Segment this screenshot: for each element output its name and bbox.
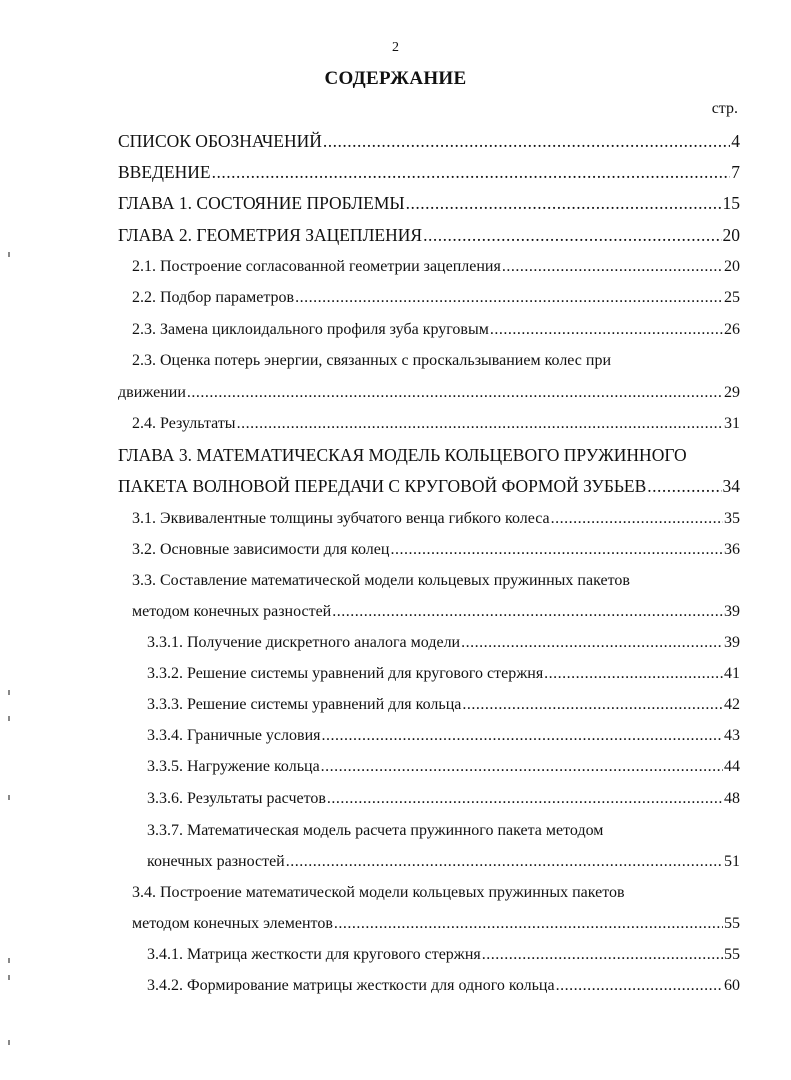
toc-entry-title: СПИСОК ОБОЗНАЧЕНИЙ (118, 131, 322, 151)
toc-entry-page: 29 (724, 384, 740, 401)
page-number: 2 (392, 40, 399, 55)
dot-leader (462, 694, 723, 716)
toc-entry-page: 39 (724, 634, 740, 651)
toc-entry-page: 26 (724, 321, 740, 338)
toc-entry-title: 3.4.1. Матрица жесткости для кругового стержня (147, 946, 481, 963)
scan-speck (8, 958, 10, 963)
dot-leader (295, 287, 723, 309)
toc-entry-title: конечных разностей (147, 853, 285, 870)
dot-leader (544, 663, 723, 685)
toc-entry[interactable] (118, 382, 740, 404)
dot-leader (286, 851, 723, 873)
scan-speck (8, 1040, 10, 1045)
toc-entry-first-line[interactable]: ГЛАВА 3. МАТЕМАТИЧЕСКАЯ МОДЕЛЬ КОЛЬЦЕВОГО ПРУЖИННОГО (118, 445, 687, 465)
toc-entry-title: 2.1. Построение согласованной геометрии зацепления (132, 258, 501, 275)
toc-entry[interactable] (118, 224, 740, 246)
toc-entry-page: 31 (724, 415, 740, 432)
toc-entry-page: 41 (724, 665, 740, 682)
toc-entry-first-line[interactable]: 3.3. Составление математической модели кольцевых пружинных пакетов (132, 572, 630, 589)
dot-leader (212, 161, 731, 183)
toc-entry-title: методом конечных элементов (132, 915, 333, 932)
toc-entry[interactable] (147, 725, 740, 747)
toc-entry[interactable] (118, 192, 740, 214)
toc-entry[interactable] (118, 161, 740, 183)
dot-leader (323, 130, 730, 152)
toc-entry-page: 43 (724, 727, 740, 744)
dot-leader (187, 382, 723, 404)
toc-entry[interactable] (147, 663, 740, 685)
toc-entry-title: 3.3.4. Граничные условия (147, 727, 321, 744)
toc-entry[interactable] (132, 287, 740, 309)
toc-entry[interactable] (118, 475, 740, 497)
toc-entry[interactable] (147, 851, 740, 873)
dot-leader (482, 944, 723, 966)
toc-entry-title: 3.3.3. Решение системы уравнений для кольца (147, 696, 462, 713)
dot-leader (237, 413, 723, 435)
scan-speck (8, 975, 10, 980)
toc-entry[interactable] (147, 975, 740, 997)
toc-entry-page: 44 (724, 758, 740, 775)
toc-entry-title: 2.2. Подбор параметров (132, 289, 295, 306)
toc-entry-title: ВВЕДЕНИЕ (118, 162, 211, 182)
scan-speck (8, 690, 10, 695)
page-column-label: стр. (711, 100, 738, 117)
toc-entry-page: 60 (724, 977, 740, 994)
toc-entry-title: ПАКЕТА ВОЛНОВОЙ ПЕРЕДАЧИ С КРУГОВОЙ ФОРМОЙ ЗУБЬЕВ (118, 476, 647, 496)
dot-leader (461, 632, 723, 654)
toc-entry[interactable] (147, 788, 740, 810)
dot-leader (334, 913, 723, 935)
dot-leader (490, 319, 723, 341)
toc-entry-title: 2.3. Замена циклоидального профиля зуба круговым (132, 321, 489, 338)
dot-leader (327, 788, 723, 810)
toc-entry-title: ГЛАВА 1. СОСТОЯНИЕ ПРОБЛЕМЫ (118, 193, 405, 213)
toc-entry-first-line[interactable]: 3.3.7. Математическая модель расчета пружинного пакета методом (147, 822, 604, 839)
toc-entry-title: 3.3.5. Нагружение кольца (147, 758, 320, 775)
scan-speck (8, 716, 10, 721)
toc-entry-page: 4 (731, 131, 740, 151)
toc-entry[interactable] (147, 944, 740, 966)
toc-entry-title: 3.2. Основные зависимости для колец (132, 541, 390, 558)
toc-entry-page: 15 (722, 193, 740, 213)
toc-entry-page: 34 (722, 476, 740, 496)
toc-entry-title: 3.3.1. Получение дискретного аналога модели (147, 634, 461, 651)
dot-leader (423, 224, 721, 246)
scan-speck (8, 252, 10, 257)
dot-leader (556, 975, 723, 997)
toc-entry-title: 3.1. Эквивалентные толщины зубчатого венца гибкого колеса (132, 510, 550, 527)
toc-entry[interactable] (132, 319, 740, 341)
toc-entry-title: 3.3.6. Результаты расчетов (147, 790, 326, 807)
toc-entry[interactable] (147, 756, 740, 778)
toc-entry[interactable] (132, 539, 740, 561)
toc-entry-title: 3.3.2. Решение системы уравнений для кругового стержня (147, 665, 544, 682)
toc-entry-page: 39 (724, 603, 740, 620)
toc-entry-first-line[interactable]: 2.3. Оценка потерь энергии, связанных с проскальзыванием колес при (132, 352, 612, 369)
toc-entry-title: 3.4.2. Формирование матрицы жесткости для одного кольца (147, 977, 555, 994)
toc-entry-page: 36 (724, 541, 740, 558)
toc-entry[interactable] (132, 256, 740, 278)
dot-leader (551, 508, 723, 530)
page-title: СОДЕРЖАНИЕ (324, 68, 467, 89)
dot-leader (321, 756, 723, 778)
dot-leader (502, 256, 723, 278)
toc-entry[interactable] (132, 601, 740, 623)
toc-entry-page: 7 (731, 162, 740, 182)
toc-entry-page: 48 (724, 790, 740, 807)
toc-entry-page: 20 (724, 258, 740, 275)
toc-entry-page: 51 (724, 853, 740, 870)
toc-entry-title: 2.4. Результаты (132, 415, 236, 432)
toc-entry[interactable] (132, 413, 740, 435)
toc-entry-page: 55 (724, 946, 740, 963)
dot-leader (406, 192, 722, 214)
dot-leader (390, 539, 723, 561)
toc-entry[interactable] (132, 508, 740, 530)
scan-speck (8, 795, 10, 800)
toc-entry-page: 55 (724, 915, 740, 932)
dot-leader (647, 475, 721, 497)
toc-entry[interactable] (118, 130, 740, 152)
toc-entry-page: 25 (724, 289, 740, 306)
toc-entry[interactable] (147, 694, 740, 716)
toc-entry-first-line[interactable]: 3.4. Построение математической модели кольцевых пружинных пакетов (132, 884, 625, 901)
toc-entry[interactable] (132, 913, 740, 935)
dot-leader (332, 601, 723, 623)
toc-entry-title: движении (118, 384, 186, 401)
toc-entry-page: 35 (724, 510, 740, 527)
toc-entry-title: методом конечных разностей (132, 603, 332, 620)
dot-leader (322, 725, 724, 747)
toc-entry-page: 42 (724, 696, 740, 713)
toc-entry-title: ГЛАВА 2. ГЕОМЕТРИЯ ЗАЦЕПЛЕНИЯ (118, 225, 423, 245)
toc-entry[interactable] (147, 632, 740, 654)
toc-entry-page: 20 (722, 225, 740, 245)
